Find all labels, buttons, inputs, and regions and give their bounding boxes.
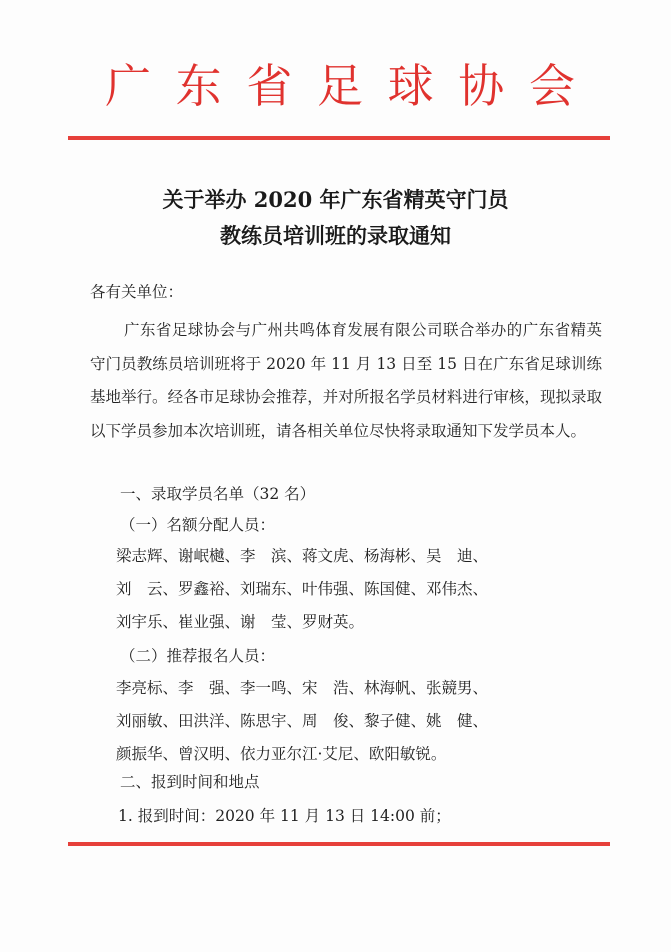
- letterhead-red-rule: [68, 136, 610, 140]
- letterhead-org-name: [105, 58, 575, 114]
- section2-heading: 二、报到时间和地点: [120, 773, 260, 791]
- letterhead-char: 协: [458, 59, 505, 113]
- group1-heading: （一）名额分配人员：: [120, 516, 276, 534]
- name-line: 刘丽敏、田洪洋、陈思宇、周 俊、黎子健、姚 健、: [116, 712, 489, 730]
- letterhead-char: 球: [387, 59, 434, 113]
- name-line: 刘宇乐、崔业强、谢 莹、罗财英。: [116, 613, 365, 631]
- letterhead-char: 东: [175, 59, 222, 113]
- letterhead-char: 省: [246, 59, 293, 113]
- report-time-item: 1. 报到时间：2020 年 11 月 13 日 14:00 前；: [118, 807, 451, 825]
- intro-paragraph: 广东省足球协会与广州共鸣体育发展有限公司联合举办的广东省精英守门员教练员培训班将于 2020 年 11 月 13 日至 15 日在广东省足球训练基地举行。经各市足球协会推荐，并对所报名学员材料进行审核，现拟录取以下学员参加本次培训班，请各相关单位尽快将录取通知下发学员本人。: [90, 321, 602, 440]
- letterhead-char: 会: [528, 59, 575, 113]
- name-line: 梁志辉、谢岷樾、李 滨、蒋文虎、杨海彬、吴 迪、: [116, 547, 489, 565]
- salutation: 各有关单位：: [90, 283, 184, 301]
- notice-title-line2: 教练员培训班的录取通知: [220, 223, 451, 248]
- name-line: 颜振华、曾汉明、依力亚尔江·艾尼、欧阳敏锐。: [116, 745, 447, 763]
- group2-heading: （二）推荐报名人员：: [120, 647, 276, 665]
- group2-name-list: [116, 672, 596, 771]
- group1-name-list: [116, 540, 596, 639]
- notice-title-line1: 关于举办 2020 年广东省精英守门员: [162, 187, 509, 212]
- name-line: 李亮标、李 强、李一鸣、宋 浩、林海帆、张競男、: [116, 679, 489, 697]
- footer-red-rule: [68, 842, 610, 846]
- letterhead-char: 足: [316, 59, 363, 113]
- letterhead-char: 广: [105, 59, 151, 113]
- section1-heading: 一、录取学员名单（32 名）: [120, 485, 316, 503]
- name-line: 刘 云、罗鑫裕、刘瑞东、叶伟强、陈国健、邓伟杰、: [116, 580, 489, 598]
